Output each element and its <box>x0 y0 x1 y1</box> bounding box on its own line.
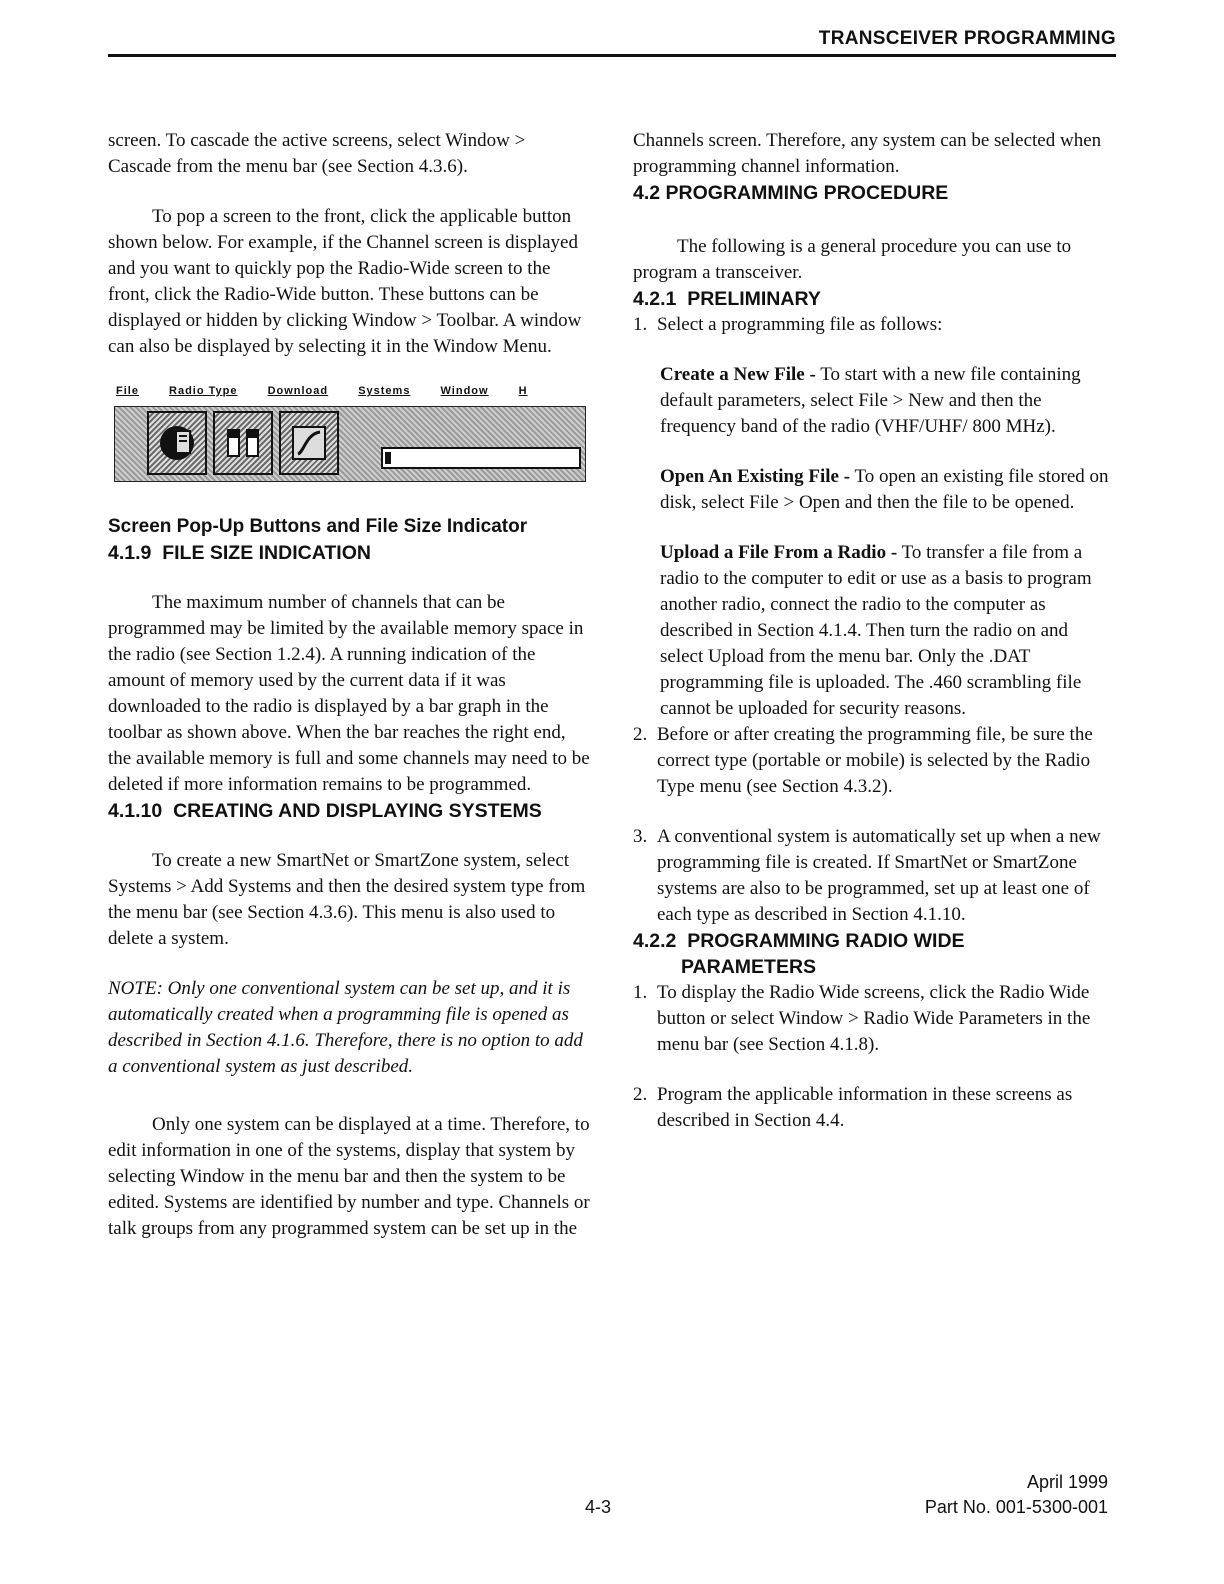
page-number: 4-3 <box>585 1497 612 1517</box>
step-text: Program the applicable information in these screens as described in Section 4.4. <box>657 1084 1073 1131</box>
part-number: Part No. 001-5300-001 <box>924 1497 1108 1517</box>
toolbar-figure <box>108 384 584 488</box>
paragraph: Channels screen. Therefore, any system can be selected when programming channel information. <box>633 130 1102 177</box>
step-number: 1. <box>633 314 648 335</box>
menu-item-download: Download <box>267 385 329 397</box>
channel-button <box>213 411 273 475</box>
list-item <box>633 824 1115 928</box>
toolbar-strip <box>114 406 586 482</box>
section-number: 4.1.9 <box>108 542 152 564</box>
file-size-fill <box>385 452 391 464</box>
list-item <box>633 1082 1115 1134</box>
channel-icon <box>222 422 264 464</box>
right-column <box>633 128 1115 1134</box>
figure-caption: Screen Pop-Up Buttons and File Size Indicator <box>108 516 528 537</box>
lead-in: Upload a File From a Radio - <box>660 542 898 563</box>
procedure-list <box>633 980 1115 1134</box>
section-number: 4.1.10 <box>108 800 163 822</box>
section-heading-4-2-2 <box>633 928 1115 980</box>
sub-text: To transfer a file from a radio to the computer to edit or use as a basis to program another radio, connect the radio to the computer as described in Section 4.1.4. Then turn the radio on and select Upload from the menu bar. Only the .DAT programming file is uploaded. The .460 scrambling file cannot be uploaded for security reasons. <box>660 542 1092 719</box>
section-title: CREATING AND DISPLAYING SYSTEMS <box>173 800 542 822</box>
step-number: 2. <box>633 1084 648 1105</box>
section-title-cont: PARAMETERS <box>681 956 817 978</box>
lead-in: Open An Existing File - <box>660 466 851 487</box>
header-rule <box>108 54 1116 57</box>
menu-item-file: File <box>116 385 139 397</box>
step-text: Select a programming file as follows: <box>657 314 943 335</box>
procedure-list <box>633 312 1115 338</box>
section-heading-4-1-9 <box>108 540 590 566</box>
sub-text: To start with a new file containing default parameters, select File > New and then the frequency band of the radio (VHF/UHF/ 800 MHz). <box>660 364 1081 437</box>
paragraph: screen. To cascade the active screens, select Window > Cascade from the menu bar (see Section 4.3.6). <box>108 130 526 177</box>
section-heading-4-2-1 <box>633 286 1115 312</box>
footer-date: April 1999 <box>1026 1472 1108 1492</box>
paragraph: The following is a general procedure you can use to program a transceiver. <box>633 236 1072 283</box>
section-title: PROGRAMMING RADIO WIDE <box>687 930 965 952</box>
left-column <box>108 128 590 1242</box>
menu-item-window: Window <box>440 385 489 397</box>
step-number: 1. <box>633 982 648 1003</box>
list-item <box>633 312 1115 338</box>
section-heading-4-2: 4.2 PROGRAMMING PROCEDURE <box>633 182 949 204</box>
step-number: 3. <box>633 826 648 847</box>
step-text: A conventional system is automatically set up when a new programming file is created. If SmartNet or SmartZone systems are also to be programmed, set up at least one of each type as described in Section 4.1.10. <box>657 826 1101 925</box>
section-heading-4-1-10 <box>108 798 590 824</box>
section-number: 4.2.1 <box>633 288 677 310</box>
section-title: PRELIMINARY <box>687 288 821 310</box>
list-item <box>633 980 1115 1058</box>
step-number: 2. <box>633 724 648 745</box>
sub-paragraph <box>633 464 1115 516</box>
list-item <box>633 722 1115 800</box>
step-text: To display the Radio Wide screens, click the Radio Wide button or select Window > Radio Wide Parameters in the menu bar (see Section 4.1.8). <box>657 982 1091 1055</box>
sub-text: To open an existing file stored on disk, select File > Open and then the file to be opened. <box>660 466 1109 513</box>
paragraph: To create a new SmartNet or SmartZone system, select Systems > Add Systems and then the desired system type from the menu bar (see Section 4.3.6). This menu is also used to delete a system. <box>108 850 586 949</box>
menu-item-help: H <box>518 385 528 397</box>
menu-item-systems: Systems <box>358 385 411 397</box>
running-header: TRANSCEIVER PROGRAMMING <box>818 28 1116 49</box>
sub-paragraph <box>633 540 1115 722</box>
section-title: FILE SIZE INDICATION <box>162 542 371 564</box>
paragraph: Only one system can be displayed at a time. Therefore, to edit information in one of the systems, display that system by selecting Window in the menu bar and then the system to be edited. Systems are identified by number and type. Channels or talk groups from any programmed system can be set up in the <box>108 1114 590 1239</box>
procedure-list <box>633 722 1115 928</box>
section-number: 4.2.2 <box>633 930 677 952</box>
paragraph: The maximum number of channels that can be programmed may be limited by the available memory space in the radio (see Section 1.2.4). A running indication of the amount of memory used by the current data if it was downloaded to the radio is displayed by a bar graph in the toolbar as shown above. When the bar reaches the right end, the available memory is full and some channels may need to be deleted if more information remains to be programmed. <box>108 592 590 795</box>
step-text: Before or after creating the programming file, be sure the correct type (portable or mobile) is selected by the Radio Type menu (see Section 4.3.2). <box>657 724 1093 797</box>
system-button <box>279 411 339 475</box>
note-paragraph: NOTE: Only one conventional system can be set up, and it is automatically created when a programming file is opened as described in Section 4.1.6. Therefore, there is no option to add a conventional system as just described. <box>108 978 583 1077</box>
menu-item-radio-type: Radio Type <box>169 385 238 397</box>
file-size-indicator <box>381 447 581 469</box>
sub-paragraph <box>633 362 1115 440</box>
system-icon <box>288 422 330 464</box>
paragraph: To pop a screen to the front, click the applicable button shown below. For example, if the Channel screen is displayed and you want to quickly pop the Radio-Wide screen to the front, click the Radio-Wide button. These buttons can be displayed or hidden by clicking Window > Toolbar. A window can also be displayed by selecting it in the Window Menu. <box>108 206 582 357</box>
toolbar-menu-bar <box>116 384 584 398</box>
radio-wide-icon <box>156 422 198 464</box>
lead-in: Create a New File - <box>660 364 816 385</box>
radio-wide-button <box>147 411 207 475</box>
